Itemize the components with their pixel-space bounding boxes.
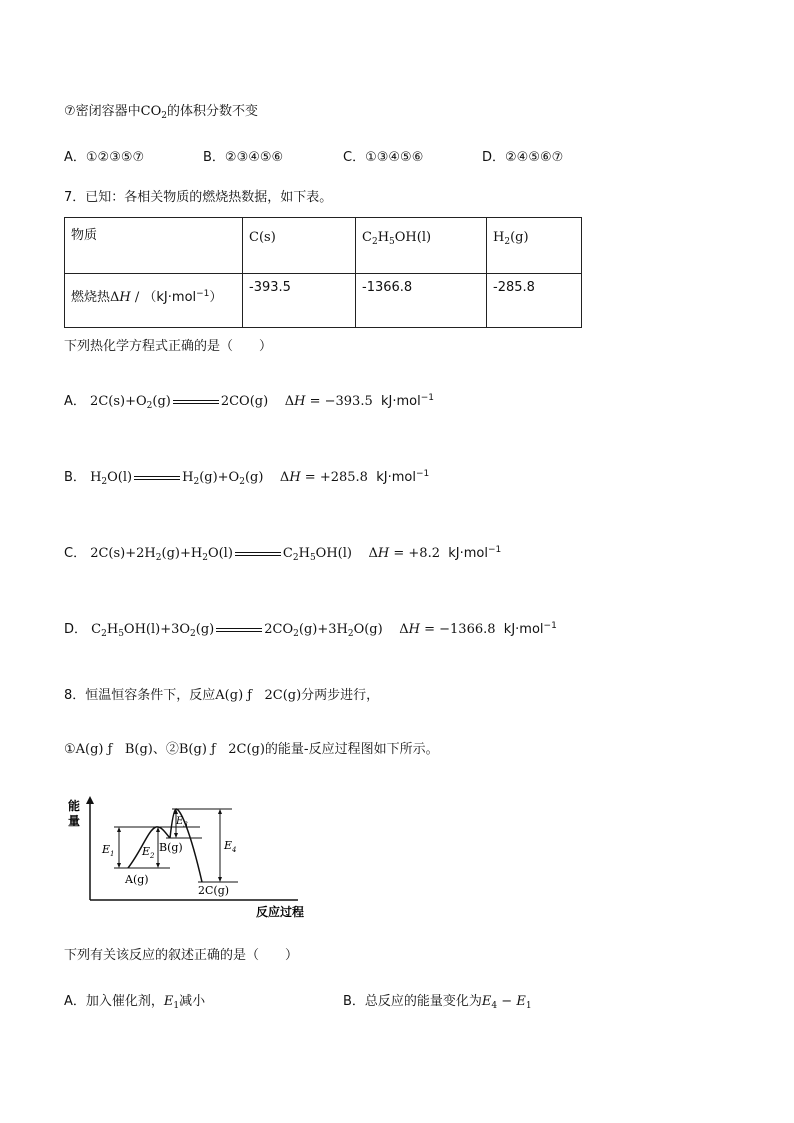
q8-question: 下列有关该反应的叙述正确的是（ ） — [64, 948, 299, 963]
q7-option-d[interactable]: D． $C_2H_5OH(l)+3O_2(g)$ $2CO_2(g)+3H_2O(g)$ ΔH = −1366.8 kJ·mol$^{-1}$ — [64, 621, 557, 639]
q8-option-a[interactable]: A．加入催化剂，$E_1$减小 — [64, 994, 206, 1011]
item7-prefix: ⑦密闭容器中 — [64, 104, 141, 119]
table-row — [65, 218, 582, 274]
energy-e2: $E_2$ — [142, 845, 155, 860]
q8-stem: 8．恒温恒容条件下，反应A(g) ƒ 2C(g)分两步进行， — [64, 688, 380, 703]
energy-e3: $E_3$ — [176, 816, 188, 829]
axis-y-label-1: 能 — [68, 799, 81, 813]
q7-option-c[interactable]: C． $2C(s)+2H_2(g)+H_2O(l)$ $C_2H_5OH(l)$ ΔH = +8.2 kJ·mol$^{-1}$ — [64, 545, 502, 563]
axis-y-label-2: 量 — [68, 814, 81, 828]
item7-suffix: 的体积分数不变 — [167, 104, 259, 119]
q7-stem: 7．已知：各相关物质的燃烧热数据，如下表。 — [64, 190, 333, 205]
energy-e1: $E_1$ — [102, 843, 115, 858]
q7-option-a[interactable]: A． $2C(s)+O_2(g)$ 2CO(g) ΔH = −393.5 kJ·mol$^{-1}$ — [64, 393, 435, 411]
q8-steps: ①A(g) ƒ B(g)、②B(g) ƒ 2C(g)的能量-反应过程图如下所示。 — [64, 742, 439, 757]
energy-e4: $E_4$ — [224, 839, 237, 854]
header-carbon: C(s) — [243, 218, 356, 274]
table-row — [65, 274, 582, 328]
q8-option-b[interactable]: B．总反应的能量变化为$E_4 - E_1$ — [343, 994, 532, 1011]
q7-question: 下列热化学方程式正确的是（ ） — [64, 339, 273, 354]
value-hydrogen: -285.8 — [487, 274, 582, 328]
co2-formula: $CO_2$ — [140, 104, 167, 121]
header-substance: 物质 — [65, 218, 243, 274]
q6-item7 — [64, 100, 258, 121]
value-carbon: -393.5 — [243, 274, 356, 328]
q6-option-c[interactable]: C．①③④⑤⑥ — [343, 150, 424, 165]
species-a: A(g) — [125, 873, 149, 886]
row-label-combustion-heat: 燃烧热ΔH / （kJ·mol$^{-1}$） — [65, 274, 243, 328]
axis-x-label: 反应过程 — [256, 905, 305, 919]
species-2c: 2C(g) — [198, 884, 230, 897]
combustion-heat-table — [64, 217, 582, 328]
header-hydrogen: $H_2(g)$ — [487, 218, 582, 274]
value-ethanol: -1366.8 — [356, 274, 487, 328]
q6-option-b[interactable]: B．②③④⑤⑥ — [203, 150, 284, 165]
energy-diagram — [62, 790, 324, 920]
header-ethanol: $C_2H_5OH(l)$ — [356, 218, 487, 274]
q6-option-a[interactable]: A．①②③⑤⑦ — [64, 150, 145, 165]
q6-option-d[interactable]: D．②④⑤⑥⑦ — [482, 150, 564, 165]
species-b: B(g) — [159, 841, 183, 854]
q7-option-b[interactable]: B． $H_2O(l)$ $H_2(g)+O_2(g)$ ΔH = +285.8 kJ·mol$^{-1}$ — [64, 469, 430, 487]
